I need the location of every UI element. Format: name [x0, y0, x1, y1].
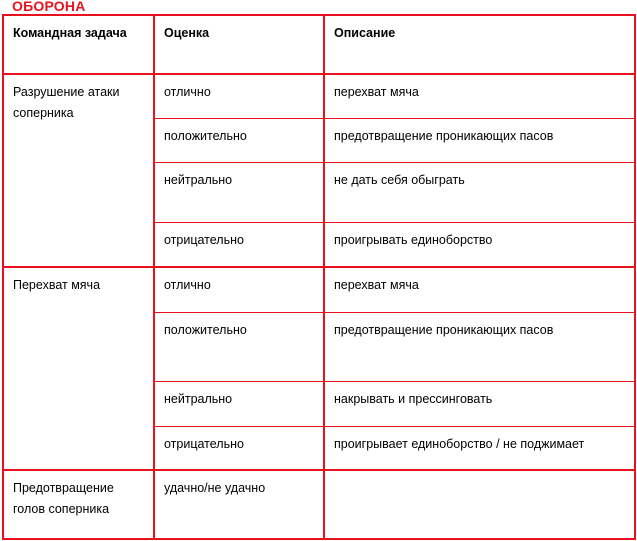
- page-title: ОБОРОНА: [12, 0, 86, 14]
- table-row: [3, 267, 635, 312]
- rating-cell: нейтрально: [154, 381, 324, 426]
- description-cell: накрывать и прессинговать: [324, 381, 635, 426]
- table-row: [3, 470, 635, 539]
- rating-cell: положительно: [154, 312, 324, 381]
- description-cell: не дать себя обыграть: [324, 162, 635, 222]
- header-rating: Оценка: [154, 15, 324, 74]
- header-task: Командная задача: [3, 15, 154, 74]
- rating-cell: отлично: [154, 267, 324, 312]
- description-cell: перехват мяча: [324, 267, 635, 312]
- task-cell: Предотвращение голов соперника: [3, 470, 154, 539]
- table-header-row: [3, 15, 635, 74]
- description-cell: [324, 470, 635, 539]
- rating-cell: удачно/не удачно: [154, 470, 324, 539]
- rating-cell: нейтрально: [154, 162, 324, 222]
- description-cell: проигрывать единоборство: [324, 222, 635, 267]
- task-cell: Разрушение атаки соперника: [3, 74, 154, 267]
- header-description: Описание: [324, 15, 635, 74]
- description-cell: предотвращение проникающих пасов: [324, 118, 635, 162]
- defense-table: [2, 14, 636, 540]
- rating-cell: отлично: [154, 74, 324, 118]
- rating-cell: отрицательно: [154, 222, 324, 267]
- rating-cell: отрицательно: [154, 426, 324, 470]
- rating-cell: положительно: [154, 118, 324, 162]
- table-row: [3, 74, 635, 118]
- description-cell: проигрывает единоборство / не поджимает: [324, 426, 635, 470]
- task-cell: Перехват мяча: [3, 267, 154, 470]
- description-cell: перехват мяча: [324, 74, 635, 118]
- description-cell: предотвращение проникающих пасов: [324, 312, 635, 381]
